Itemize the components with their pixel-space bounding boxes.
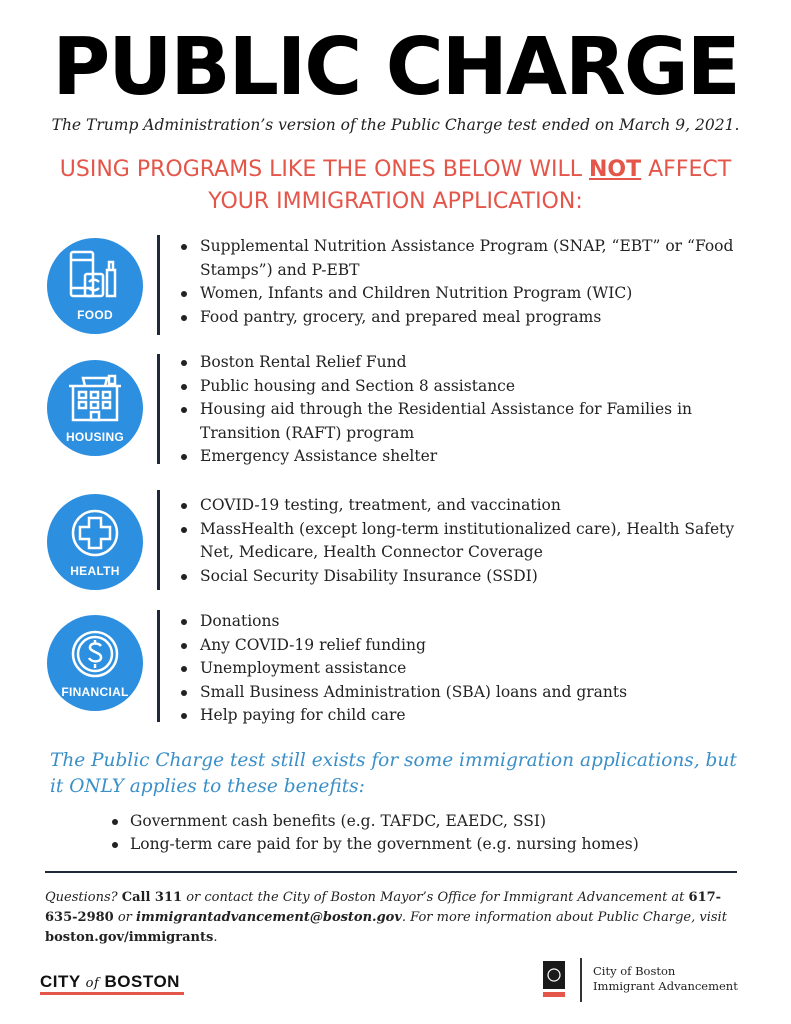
logo-of: of: [85, 976, 100, 991]
financial-list: [178, 610, 738, 728]
website-link[interactable]: boston.gov/immigrants: [45, 930, 214, 945]
list-item: Small Business Administration (SBA) loans and grants: [178, 681, 738, 705]
list-item: MassHealth (except long-term institutionalized care), Health Safety Net, Medicare, Health Connector Coverage: [178, 518, 738, 565]
office-line-2: Immigrant Advancement: [593, 979, 738, 993]
subtitle: The Trump Administration’s version of the Public Charge test ended on March 9, 2021.: [51, 116, 740, 134]
email-link[interactable]: immigrantadvancement@boston.gov: [136, 910, 402, 925]
list-item: Women, Infants and Children Nutrition Program (WIC): [178, 282, 738, 306]
dollar-coin-icon: [65, 625, 125, 681]
food-label: FOOD: [77, 308, 113, 322]
logo-boston: BOSTON: [104, 972, 180, 991]
housing-label: HOUSING: [65, 430, 125, 444]
headline-after: AFFECT YOUR IMMIGRATION APPLICATION:: [208, 157, 732, 214]
section-divider: [157, 354, 160, 464]
page-title: PUBLIC CHARGE: [52, 21, 739, 113]
office-line-1: City of Boston: [593, 964, 676, 978]
office-divider: [580, 958, 582, 1002]
list-item: Social Security Disability Insurance (SSDI): [178, 565, 738, 589]
contact-text: or: [113, 910, 137, 925]
headline-emphasis: NOT: [589, 157, 642, 182]
headline-before: USING PROGRAMS LIKE THE ONES BELOW WILL: [59, 157, 589, 182]
remaining-benefits-list: [110, 810, 639, 856]
list-item: Housing aid through the Residential Assistance for Families in Transition (RAFT) program: [178, 398, 738, 445]
food-badge: [47, 238, 143, 334]
public-charge-note: The Public Charge test still exists for some immigration applications, but it ONLY applies to these benefits:: [50, 750, 737, 797]
building-icon: [65, 370, 125, 426]
list-item: Food pantry, grocery, and prepared meal programs: [178, 306, 738, 330]
health-label: HEALTH: [70, 564, 120, 578]
housing-badge: [47, 360, 143, 456]
health-badge: [47, 494, 143, 590]
contact-lead: Questions?: [45, 890, 122, 905]
list-item: Any COVID-19 relief funding: [178, 634, 738, 658]
list-item: COVID-19 testing, treatment, and vaccination: [178, 494, 738, 518]
list-item: Long-term care paid for by the government (e.g. nursing homes): [110, 833, 639, 856]
logo-city: CITY: [40, 972, 81, 991]
section-divider: [157, 490, 160, 590]
contact-info: [45, 888, 745, 948]
housing-list: [178, 351, 738, 469]
phone-number: 617-635-2980: [45, 890, 722, 925]
list-item: Donations: [178, 610, 738, 634]
food-list: [178, 235, 738, 329]
footer-divider: [45, 871, 737, 873]
food-icon: [65, 248, 125, 304]
list-item: Emergency Assistance shelter: [178, 445, 738, 469]
contact-text: or contact the City of Boston Mayor’s Office for Immigrant Advancement at: [182, 890, 689, 905]
financial-label: FINANCIAL: [61, 685, 129, 699]
contact-text: . For more information about Public Charge, visit: [401, 910, 727, 925]
office-name: [593, 964, 738, 994]
city-seal-icon: [543, 961, 565, 997]
section-divider: [157, 235, 160, 335]
list-item: Public housing and Section 8 assistance: [178, 375, 738, 399]
city-of-boston-logo: [40, 972, 180, 992]
list-item: Supplemental Nutrition Assistance Program (SNAP, “EBT” or “Food Stamps”) and P-EBT: [178, 235, 738, 282]
list-item: Boston Rental Relief Fund: [178, 351, 738, 375]
section-divider: [157, 610, 160, 722]
medical-cross-icon: [65, 504, 125, 560]
contact-text: .: [213, 930, 218, 945]
list-item: Help paying for child care: [178, 704, 738, 728]
financial-badge: [47, 615, 143, 711]
logo-underline: [40, 992, 184, 995]
health-list: [178, 494, 738, 588]
call-311: Call 311: [121, 890, 183, 905]
headline: [30, 154, 761, 218]
list-item: Unemployment assistance: [178, 657, 738, 681]
list-item: Government cash benefits (e.g. TAFDC, EAEDC, SSI): [110, 810, 639, 833]
